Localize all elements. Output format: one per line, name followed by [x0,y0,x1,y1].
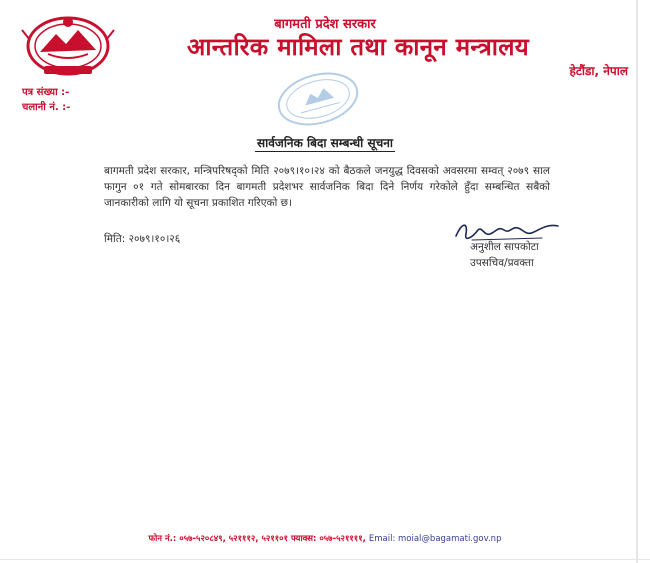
notice-title: सार्वजनिक बिदा सम्बन्धी सूचना [257,136,393,150]
notice-date: मिति: २०७९।१०।२६ [104,233,181,245]
dispatch-number-label: चलानी नं. :- [22,102,71,113]
office-location: हेटौंडा, नेपाल [569,64,628,78]
page-edge [636,0,638,563]
signatory-title: उपसचिव/प्रवक्ता [470,257,534,269]
page-edge [0,559,650,560]
government-name: बागमती प्रदेश सरकार [274,17,376,32]
notice-body: बागमती प्रदेश सरकार, मन्त्रिपरिषद्को मिति २०७९।१०।२४ को बैठकले जनयुद्ध दिवसको अवसरमा सम्वत् २०७९ साल फागुन ०१ गते सोमबारका दिन बागमती प्रदेशभर सार्वजनिक बिदा दिने निर्णय गरेकोले हुँदा सम्बन्धित सबैको जानकारीको लागि यो सूचना प्रकाशित गरिएको छ। [104,165,550,209]
office-stamp-icon [268,66,368,132]
footer-phone-fax: फोन नं.: ०५७-५२०८४९, ५२१११२, ५२११०१ फ्याक्स: ०५७-५२११११, [148,534,366,544]
ministry-name: आन्तरिक मामिला तथा कानून मन्त्रालय [186,33,530,61]
footer-contact [0,533,650,544]
signatory-name: अनुशील सापकोटा [470,241,539,253]
footer-email[interactable]: Email: moial@bagamati.gov.np [368,534,502,544]
reference-number-label: पत्र संख्या :- [22,87,70,98]
